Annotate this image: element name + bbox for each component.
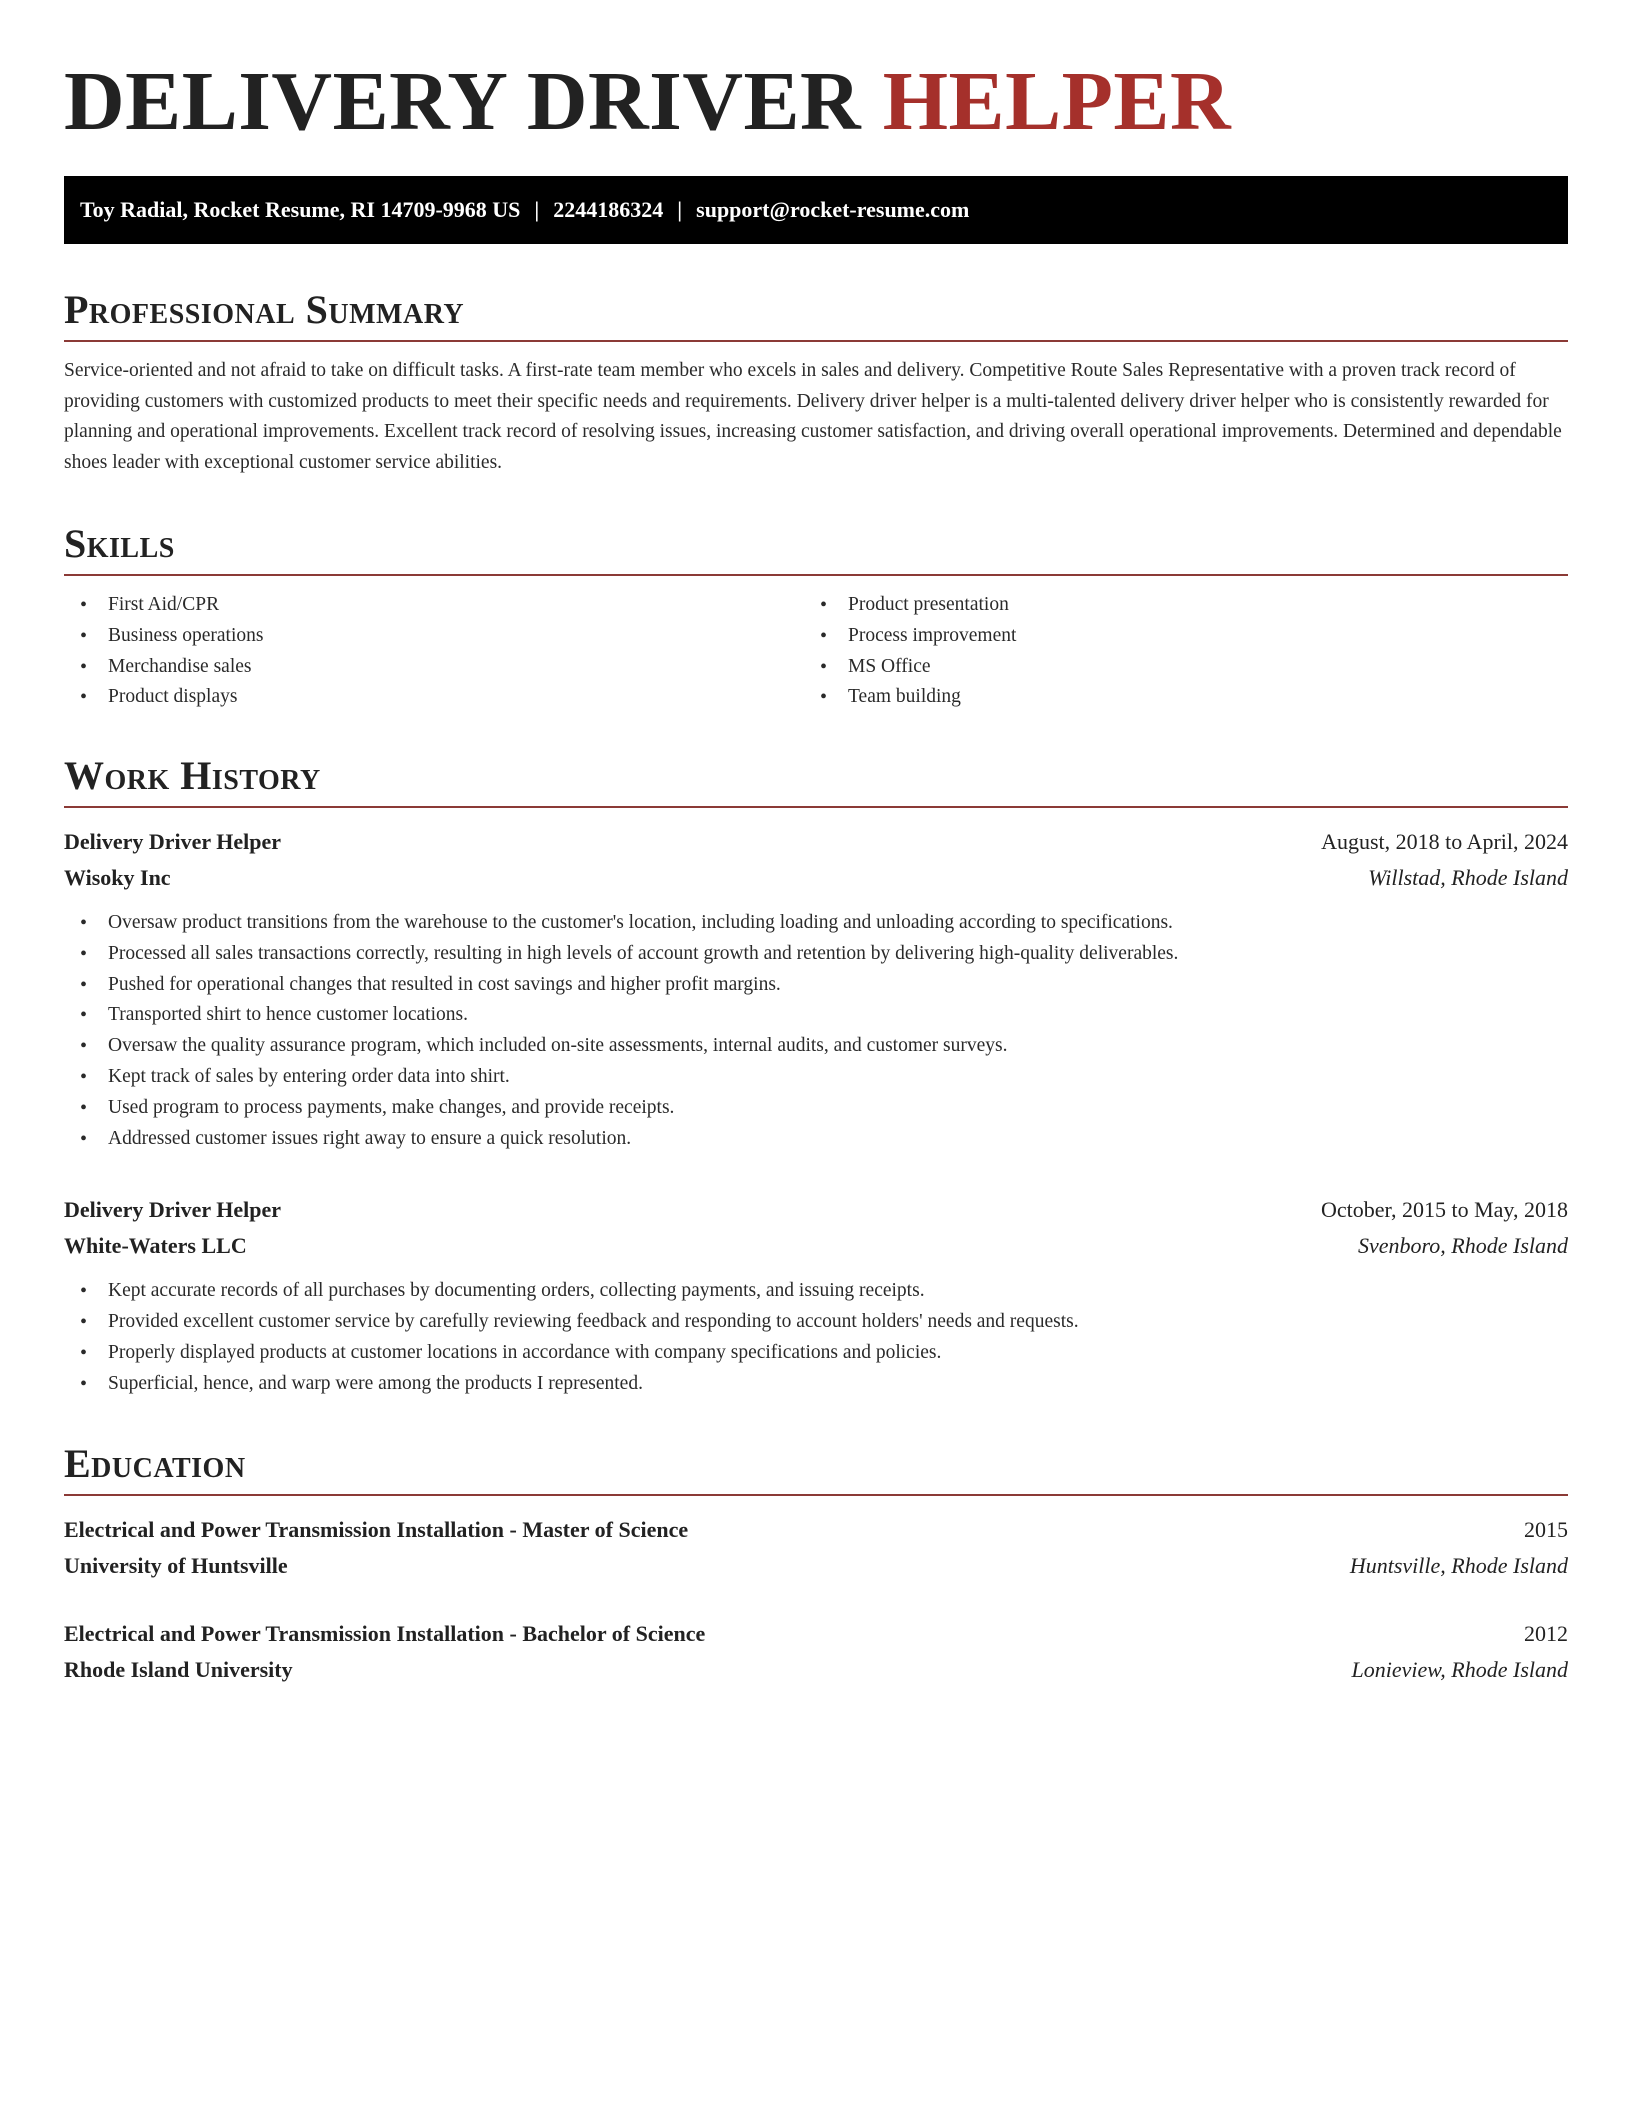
skill-item: • Merchandise sales: [64, 652, 804, 683]
section-divider: [64, 340, 1568, 342]
job-location: Svenboro, Rhode Island: [1358, 1233, 1568, 1259]
degree: Electrical and Power Transmission Installation - Bachelor of Science: [64, 1621, 706, 1646]
graduation-year: 2015: [1524, 1517, 1568, 1542]
contact-phone: 2244186324: [553, 197, 664, 222]
skill-item: • Product displays: [64, 682, 804, 713]
job-bullet: • Addressed customer issues right away to ensure a quick resolution.: [64, 1124, 1568, 1155]
job-bullet: • Processed all sales transactions correctly, resulting in high levels of account growth and retention by delivering high-quality deliverables.: [64, 939, 1568, 970]
name-main: DELIVERY DRIVER: [64, 55, 883, 148]
job-location: Willstad, Rhode Island: [1368, 865, 1568, 890]
section-title: Professional Summary: [64, 287, 465, 332]
summary-section: [64, 284, 1568, 478]
contact-separator: |: [677, 197, 683, 222]
section-title: Education: [64, 1441, 246, 1486]
skills-right-column: [804, 590, 1544, 713]
school-location: Lonieview, Rhode Island: [1351, 1657, 1568, 1682]
job-bullet: • Superficial, hence, and warp were among the products I represented.: [64, 1369, 1568, 1400]
name-accent: HELPER: [882, 55, 1232, 148]
work-history-section: [64, 750, 1568, 1400]
candidate-name: [64, 52, 1231, 152]
skill-item: • Product presentation: [804, 590, 1544, 621]
job-entry: [64, 824, 1568, 1154]
job-bullet: • Oversaw product transitions from the warehouse to the customer's location, including loading and unloading according to specifications.: [64, 908, 1568, 939]
skill-item: • Team building: [804, 682, 1544, 713]
job-bullet: • Kept accurate records of all purchases by documenting orders, collecting payments, and issuing receipts.: [64, 1276, 1568, 1307]
skills-columns: [64, 590, 1568, 713]
job-dates: August, 2018 to April, 2024: [1321, 829, 1568, 854]
skills-left-column: [64, 590, 804, 713]
section-title: Skills: [64, 521, 175, 566]
summary-text: Service-oriented and not afraid to take on difficult tasks. A first-rate team member who excels in sales and delivery. Competitive Route Sales Representative with a proven track record of providing customers with customized products to meet their specific needs and requirements. Delivery driver helper is a multi-talented delivery driver helper who is consistently rewarded for planning and operational improvements. Excellent track record of resolving issues, increasing customer satisfaction, and driving overall operational improvements. Determined and dependable shoes leader with exceptional customer service abilities.: [64, 360, 1562, 473]
job-bullet: • Provided excellent customer service by carefully reviewing feedback and responding to account holders' needs and requests.: [64, 1307, 1568, 1338]
job-bullet: • Pushed for operational changes that resulted in cost savings and higher profit margins.: [64, 970, 1568, 1001]
skill-item: • Business operations: [64, 621, 804, 652]
job-title: Delivery Driver Helper: [64, 1197, 282, 1223]
job-bullet: • Transported shirt to hence customer locations.: [64, 1000, 1568, 1031]
contact-separator: |: [534, 197, 540, 222]
job-bullets: [64, 1276, 1568, 1399]
job-bullet: • Oversaw the quality assurance program, which included on-site assessments, internal audits, and customer surveys.: [64, 1031, 1568, 1062]
education-section: [64, 1438, 1568, 1688]
job-company: White-Waters LLC: [64, 1233, 247, 1259]
school: University of Huntsville: [64, 1553, 288, 1578]
skill-item: • MS Office: [804, 652, 1544, 683]
school-location: Huntsville, Rhode Island: [1349, 1553, 1568, 1578]
job-title: Delivery Driver Helper: [64, 829, 282, 854]
section-divider: [64, 574, 1568, 576]
contact-email: support@rocket-resume.com: [696, 197, 970, 222]
section-title: Work History: [64, 753, 321, 798]
school: Rhode Island University: [64, 1657, 293, 1682]
job-bullets: [64, 908, 1568, 1154]
graduation-year: 2012: [1524, 1621, 1568, 1646]
job-bullet: • Properly displayed products at customer locations in accordance with company specifications and policies.: [64, 1338, 1568, 1369]
contact-bar: [64, 176, 1568, 244]
skill-item: • First Aid/CPR: [64, 590, 804, 621]
education-entry: [64, 1616, 1568, 1688]
job-dates: October, 2015 to May, 2018: [1321, 1197, 1568, 1223]
skill-item: • Process improvement: [804, 621, 1544, 652]
degree: Electrical and Power Transmission Installation - Master of Science: [64, 1517, 689, 1542]
job-bullet: • Used program to process payments, make changes, and provide receipts.: [64, 1093, 1568, 1124]
job-bullet: • Kept track of sales by entering order data into shirt.: [64, 1062, 1568, 1093]
job-entry: [64, 1192, 1568, 1399]
section-divider: [64, 806, 1568, 808]
skills-section: [64, 518, 1568, 713]
contact-address: Toy Radial, Rocket Resume, RI 14709-9968 US: [80, 197, 521, 222]
section-divider: [64, 1494, 1568, 1496]
job-company: Wisoky Inc: [64, 865, 171, 890]
education-entry: [64, 1512, 1568, 1584]
